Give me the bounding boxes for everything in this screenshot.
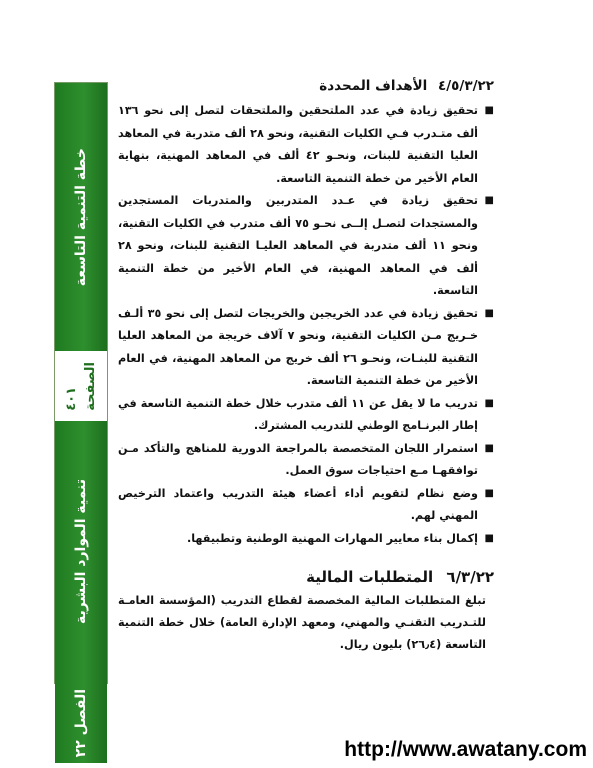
list-item-text: استمرار اللجان المتخصصة بالمراجعة الدورية للمناهج والتأكد مـن توافقهـا مـع احتياجات سوق العمل. bbox=[118, 441, 478, 477]
section-heading-financial bbox=[118, 568, 494, 586]
list-item bbox=[118, 528, 494, 551]
list-item-text: وضع نظام لتقويم أداء أعضاء هيئة التدريب واعتماد الترخيص المهني لهم. bbox=[118, 486, 478, 522]
bullet-icon: ■ bbox=[484, 442, 494, 454]
list-item-text: إكمال بناء معايير المهارات المهنية الوطنية وتطبيقها. bbox=[186, 531, 478, 545]
list-item-text: تحقيق زيادة في عدد الخريجين والخريجات لتصل إلى نحو ٣٥ ألـف خـريج مـن الكليات التقنية، ونحو ٧ آلاف خريجة من المعاهد العليا التقنية للبنـات، ونحـو ٢٦ ألف خريج من المعاهد المهنية، في العام الأخير من خطة التنمية التاسعة. bbox=[118, 306, 479, 387]
bullet-icon: ■ bbox=[484, 307, 494, 319]
sidebar-plan-block bbox=[55, 83, 107, 351]
sidebar-hr-block bbox=[55, 421, 107, 683]
list-item-text: تحقيق زيادة في عدد الملتحقين والملتحقات لتصل إلى نحو ١٣٦ ألف متـدرب فـي الكليات التقنية، ونحو ٢٨ ألف متدربة في المعاهد العليا التقنية للبنات، ونحـو ٤٢ ألف في المعاهد المهنية، بنهاية العام الأخير من خطة التنمية التاسعة. bbox=[118, 104, 478, 185]
list-item bbox=[118, 483, 494, 528]
list-item bbox=[118, 100, 494, 190]
sidebar-page-label: الصفحة bbox=[83, 361, 98, 411]
section-number: ٤/٥/٣/٢٢ bbox=[438, 78, 494, 94]
sidebar-chapter-label: الفصل ٢٢ bbox=[73, 688, 89, 758]
sidebar-chapter-block bbox=[55, 683, 107, 763]
list-item-text: تحقيق زيادة في عـدد المتدربين والمتدربات المستجدين والمستجدات لتصـل إلــى نحـو ٧٥ ألف متدرب في الكليات التقنية، ونحو ١١ ألف متدربة في المعاهد العليـا التقنية للبنات، ونحو ٢٨ ألف في المعاهد المهنية، في العام الأخير من خطة التنمية التاسعة. bbox=[118, 194, 478, 297]
sidebar-page-number: ٤٠١ bbox=[64, 386, 79, 411]
section2-title: المتطلبات المالية bbox=[306, 568, 434, 586]
section-title: الأهداف المحددة bbox=[319, 78, 428, 94]
bullet-icon: ■ bbox=[484, 195, 494, 206]
bullet-icon: ■ bbox=[484, 487, 494, 499]
section2-number: ٦/٣/٢٢ bbox=[446, 568, 494, 586]
sidebar-plan-label: خطة التنمية التاسعة bbox=[73, 147, 89, 287]
section-heading-goals bbox=[118, 78, 494, 94]
sidebar-hr-label: تنمية الموارد البشرية bbox=[73, 479, 89, 625]
page-content bbox=[118, 78, 494, 656]
list-item bbox=[118, 438, 494, 483]
sidebar-page-block bbox=[55, 351, 107, 421]
list-item bbox=[118, 303, 494, 393]
list-item bbox=[118, 190, 494, 303]
bullet-icon: ■ bbox=[484, 397, 494, 409]
bullet-icon: ■ bbox=[484, 105, 494, 116]
footer-url-link[interactable]: http://www.awatany.com bbox=[344, 738, 587, 761]
list-item-text: تدريب ما لا يقل عن ١١ ألف متدرب خلال خطة التنمية التاسعة في إطار البرنـامج الوطني للتدريب المشترك. bbox=[118, 396, 479, 432]
financial-paragraph: تبلغ المتطلبات المالية المخصصة لقطاع التدريب (المؤسسة العامـة للتـدريب التقنـي والمهني، ومعهد الإدارة العامة) خلال خطة التنمية التاسعة (٢٦٫٤) بليون ريال. bbox=[118, 594, 486, 651]
bullet-icon: ■ bbox=[484, 532, 494, 544]
list-item bbox=[118, 393, 494, 438]
goals-list bbox=[118, 100, 494, 550]
chapter-sidebar bbox=[54, 82, 108, 758]
